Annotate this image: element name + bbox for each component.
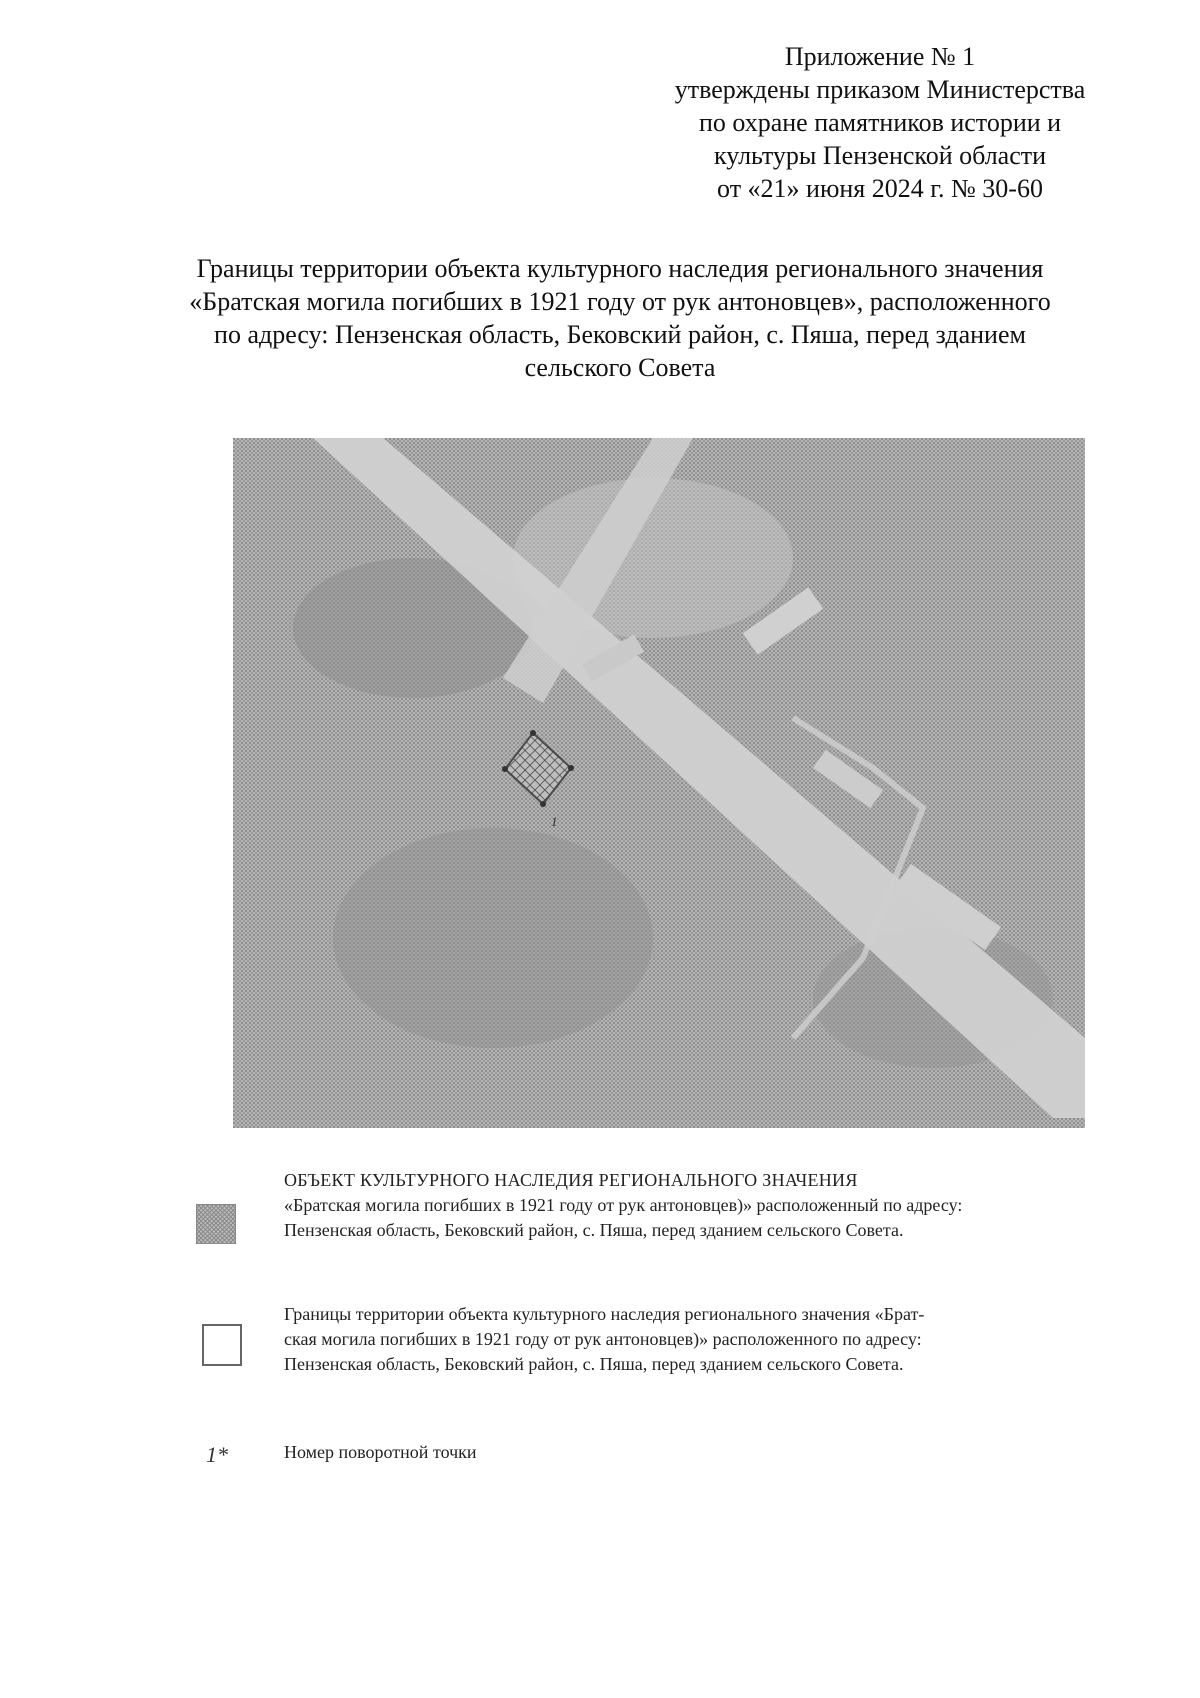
vegetation-area xyxy=(333,828,653,1048)
turning-point xyxy=(502,766,508,772)
legend-heading: ОБЪЕКТ КУЛЬТУРНОГО НАСЛЕДИЯ РЕГИОНАЛЬНОГО ЗНАЧЕНИЯ xyxy=(284,1170,858,1190)
legend-text xyxy=(284,1168,1154,1243)
annex-block xyxy=(640,40,1120,205)
title-line: «Братская могила погибших в 1921 году от рук антоновцев», расположенного xyxy=(189,287,1051,316)
turning-point xyxy=(540,801,546,807)
legend-line: Номер поворотной точки xyxy=(284,1442,477,1462)
legend-text xyxy=(284,1440,1154,1465)
legend-line: Пензенская область, Бековский район, с. Пяша, перед зданием сельского Совета. xyxy=(284,1354,904,1374)
title-line: сельского Совета xyxy=(524,353,716,382)
legend-line: ская могила погибших в 1921 году от рук антоновцев)» расположенного по адресу: xyxy=(284,1329,922,1349)
turning-point-label: 1 xyxy=(551,814,558,829)
outline-square-icon xyxy=(202,1324,242,1366)
legend-text xyxy=(284,1302,1154,1377)
turning-point xyxy=(568,765,574,771)
annex-line: Приложение № 1 xyxy=(784,42,976,71)
aerial-map xyxy=(233,438,1085,1128)
aerial-map-image xyxy=(233,438,1085,1128)
hatched-square-icon xyxy=(196,1204,236,1244)
annex-line: культуры Пензенской области xyxy=(713,141,1047,170)
annex-line: по охране памятников истории и xyxy=(698,108,1062,137)
annex-line: от «21» июня 2024 г. № 30-60 xyxy=(717,174,1043,203)
document-title xyxy=(140,252,1100,384)
title-line: по адресу: Пензенская область, Бековский район, с. Пяша, перед зданием xyxy=(214,320,1026,349)
turning-point-icon: 1* xyxy=(206,1442,228,1467)
annex-line: утверждены приказом Министерства xyxy=(674,75,1086,104)
title-line: Границы территории объекта культурного наследия регионального значения xyxy=(196,254,1044,283)
legend-line: Границы территории объекта культурного наследия регионального значения «Брат- xyxy=(284,1304,925,1324)
legend-line: «Братская могила погибших в 1921 году от рук антоновцев)» расположенный по адресу: xyxy=(284,1195,963,1215)
legend-line: Пензенская область, Бековский район, с. Пяша, перед зданием сельского Совета. xyxy=(284,1220,904,1240)
turning-point xyxy=(530,730,536,736)
